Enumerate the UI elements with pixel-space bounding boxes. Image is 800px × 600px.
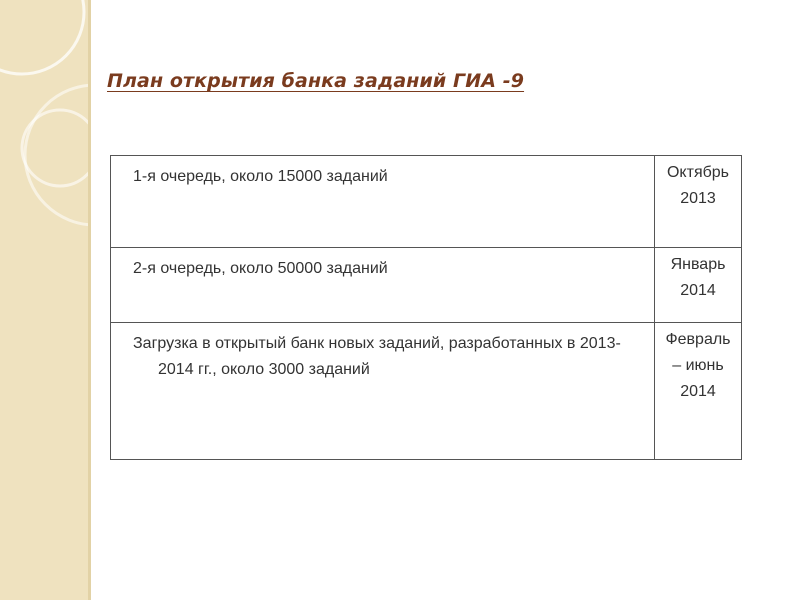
decorative-sidebar	[0, 0, 88, 600]
task-cell: Загрузка в открытый банк новых заданий, разработанных в 2013-2014 гг., около 3000 заданий	[111, 323, 655, 460]
table-row	[111, 248, 742, 323]
date-cell: Октябрь 2013	[655, 156, 742, 248]
page-title: План открытия банка заданий ГИА -9	[107, 70, 525, 92]
date-cell: Февраль – июнь 2014	[655, 323, 742, 460]
sidebar-edge	[88, 0, 91, 600]
sidebar-circles-decoration	[0, 0, 88, 600]
plan-table	[110, 155, 742, 460]
date-cell: Январь 2014	[655, 248, 742, 323]
task-cell: 2-я очередь, около 50000 заданий	[111, 248, 655, 323]
table-row	[111, 323, 742, 460]
table-row	[111, 156, 742, 248]
task-cell: 1-я очередь, около 15000 заданий	[111, 156, 655, 248]
